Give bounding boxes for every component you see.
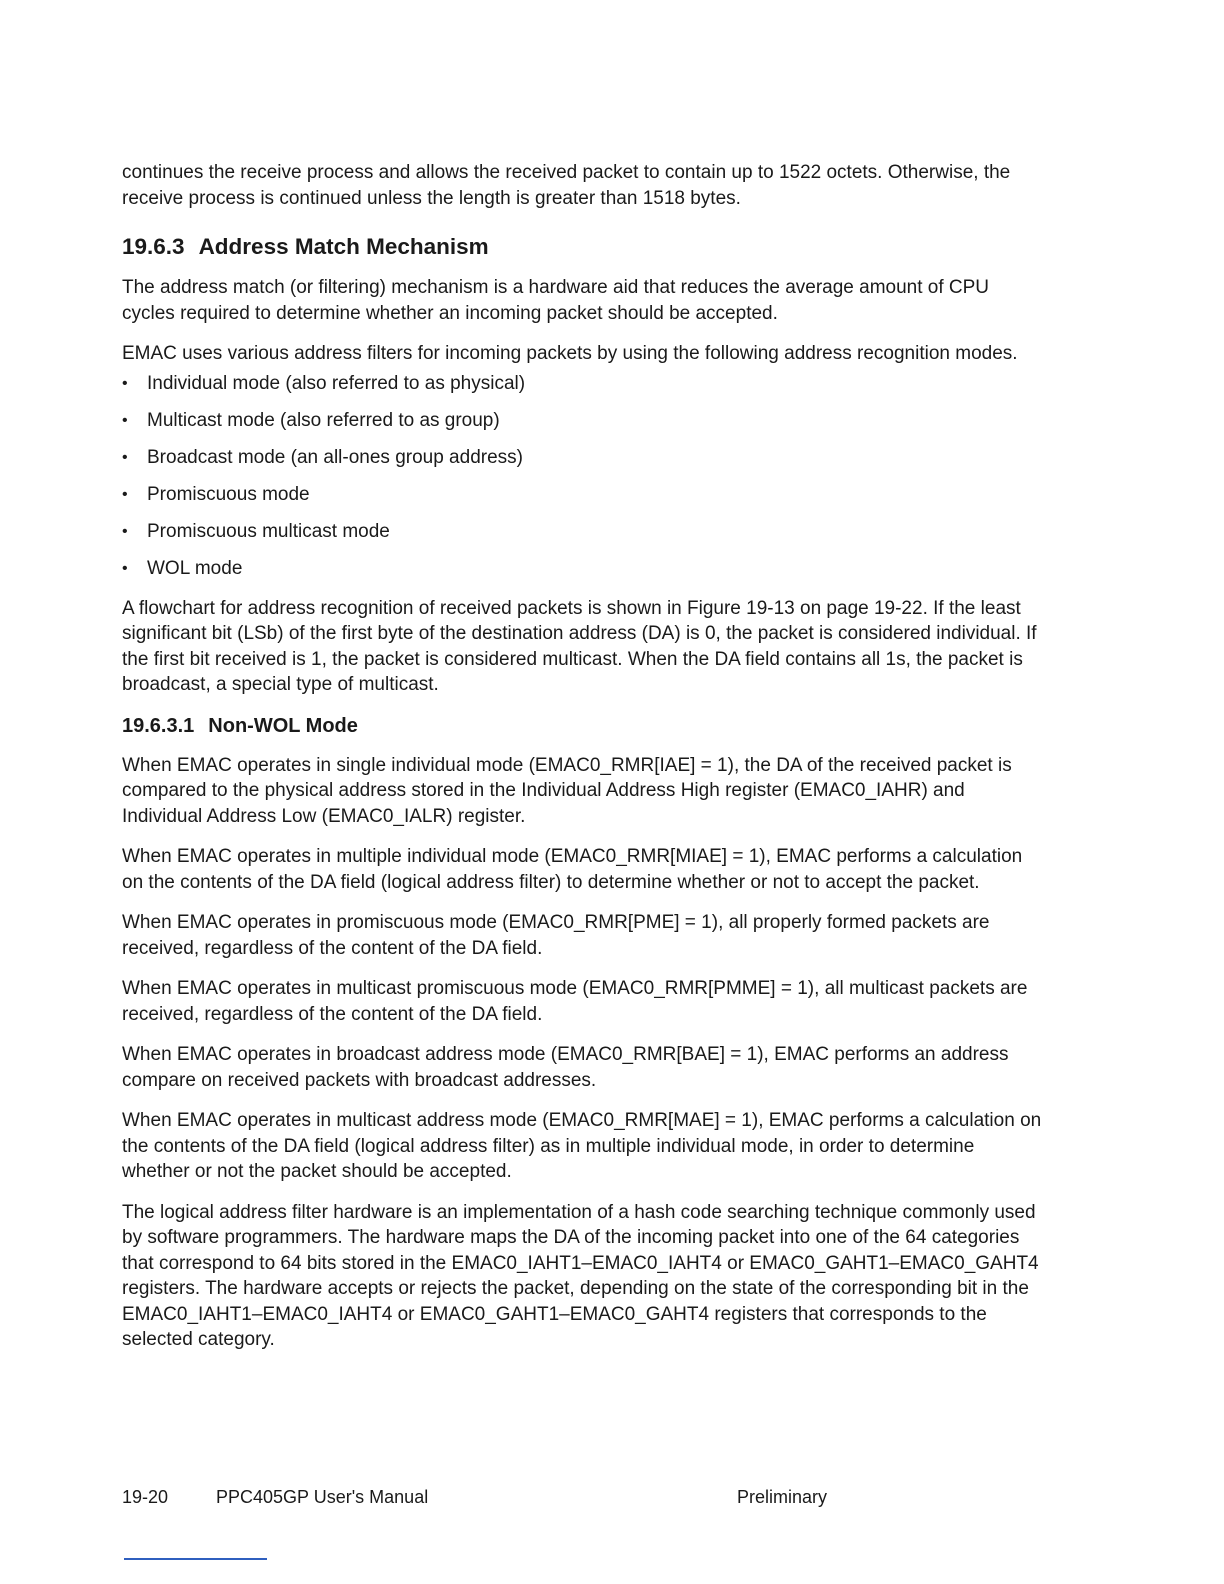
- bullet-icon: •: [122, 374, 128, 392]
- page-content: [122, 160, 1042, 1353]
- subsection-paragraph: When EMAC operates in multicast promiscuous mode (EMAC0_RMR[PMME] = 1), all multicast packets are received, regardless of the content of the DA field.: [122, 978, 1028, 1025]
- bullet-icon: •: [122, 485, 128, 503]
- footer-document-title: PPC405GP User's Manual: [216, 1487, 429, 1507]
- subsection-number: 19.6.3.1: [122, 714, 195, 737]
- bullet-icon: •: [122, 448, 128, 466]
- section-closing-paragraph: A flowchart for address recognition of received packets is shown in Figure 19-13 on page 19-22. If the least significant bit (LSb) of the first byte of the destination address (DA) is 0, the packet is considered individual. If the first bit received is 1, the packet is considered multicast. When the DA field contains all 1s, the packet is broadcast, a special type of multicast.: [122, 597, 1037, 695]
- list-item-text: Individual mode (also referred to as physical): [147, 372, 526, 394]
- section-title: Address Match Mechanism: [198, 234, 489, 259]
- intro-paragraph: continues the receive process and allows the received packet to contain up to 1522 octets. Otherwise, the receive process is continued unless the length is greater than 1518 bytes.: [122, 162, 1011, 209]
- list-item: [122, 371, 1042, 396]
- subsection-title: Non-WOL Mode: [208, 714, 358, 737]
- list-item-text: Promiscuous mode: [147, 483, 310, 505]
- section-heading: [122, 233, 1042, 261]
- section-number: 19.6.3: [122, 234, 185, 259]
- list-item: [122, 445, 1042, 470]
- subsection-paragraph: When EMAC operates in multiple individual mode (EMAC0_RMR[MIAE] = 1), EMAC performs a calculation on the contents of the DA field (logical address filter) to determine whether or not to accept the packet.: [122, 846, 1023, 893]
- list-item: [122, 519, 1042, 544]
- footer-page-number: 19-20: [122, 1487, 169, 1507]
- section-paragraph: The address match (or filtering) mechanism is a hardware aid that reduces the average amount of CPU cycles required to determine whether an incoming packet should be accepted.: [122, 277, 990, 324]
- list-item: [122, 556, 1042, 581]
- list-item: [122, 408, 1042, 433]
- list-item: [122, 482, 1042, 507]
- subsection-paragraph: The logical address filter hardware is an implementation of a hash code searching technique commonly used by software programmers. The hardware maps the DA of the incoming packet into one of the 64 categories that correspond to 64 bits stored in the EMAC0_IAHT1–EMAC0_IAHT4 or EMAC0_GAHT1–EMAC0_GAHT4 registers. The hardware accepts or rejects the packet, depending on the state of the corresponding bit in the EMAC0_IAHT1–EMAC0_IAHT4 or EMAC0_GAHT1–EMAC0_GAHT4 registers that corresponds to the selected category.: [122, 1201, 1039, 1350]
- section-paragraph: EMAC uses various address filters for incoming packets by using the following address recognition modes.: [122, 343, 1018, 364]
- footer-status: Preliminary: [737, 1487, 828, 1507]
- subsection-paragraph: When EMAC operates in promiscuous mode (EMAC0_RMR[PME] = 1), all properly formed packets are received, regardless of the content of the DA field.: [122, 912, 990, 959]
- list-item-text: Multicast mode (also referred to as group): [147, 409, 500, 431]
- list-item-text: Broadcast mode (an all-ones group address): [147, 446, 523, 468]
- bullet-icon: •: [122, 559, 128, 577]
- list-item-text: Promiscuous multicast mode: [147, 520, 390, 542]
- list-item-text: WOL mode: [147, 557, 243, 579]
- bullet-icon: •: [122, 411, 128, 429]
- subsection-heading: [122, 713, 1042, 739]
- bullet-icon: •: [122, 522, 128, 540]
- subsection-paragraph: When EMAC operates in single individual mode (EMAC0_RMR[IAE] = 1), the DA of the received packet is compared to the physical address stored in the Individual Address High register (EMAC0_IAHR) and Individual Address Low (EMAC0_IALR) register.: [122, 754, 1012, 827]
- address-mode-list: [122, 371, 1042, 581]
- bottom-rule: [124, 1558, 267, 1560]
- subsection-paragraph: When EMAC operates in multicast address mode (EMAC0_RMR[MAE] = 1), EMAC performs a calculation on the contents of the DA field (logical address filter) as in multiple individual mode, in order to determine whether or not the packet should be accepted.: [122, 1110, 1042, 1182]
- subsection-paragraph: When EMAC operates in broadcast address mode (EMAC0_RMR[BAE] = 1), EMAC performs an address compare on received packets with broadcast addresses.: [122, 1044, 1009, 1091]
